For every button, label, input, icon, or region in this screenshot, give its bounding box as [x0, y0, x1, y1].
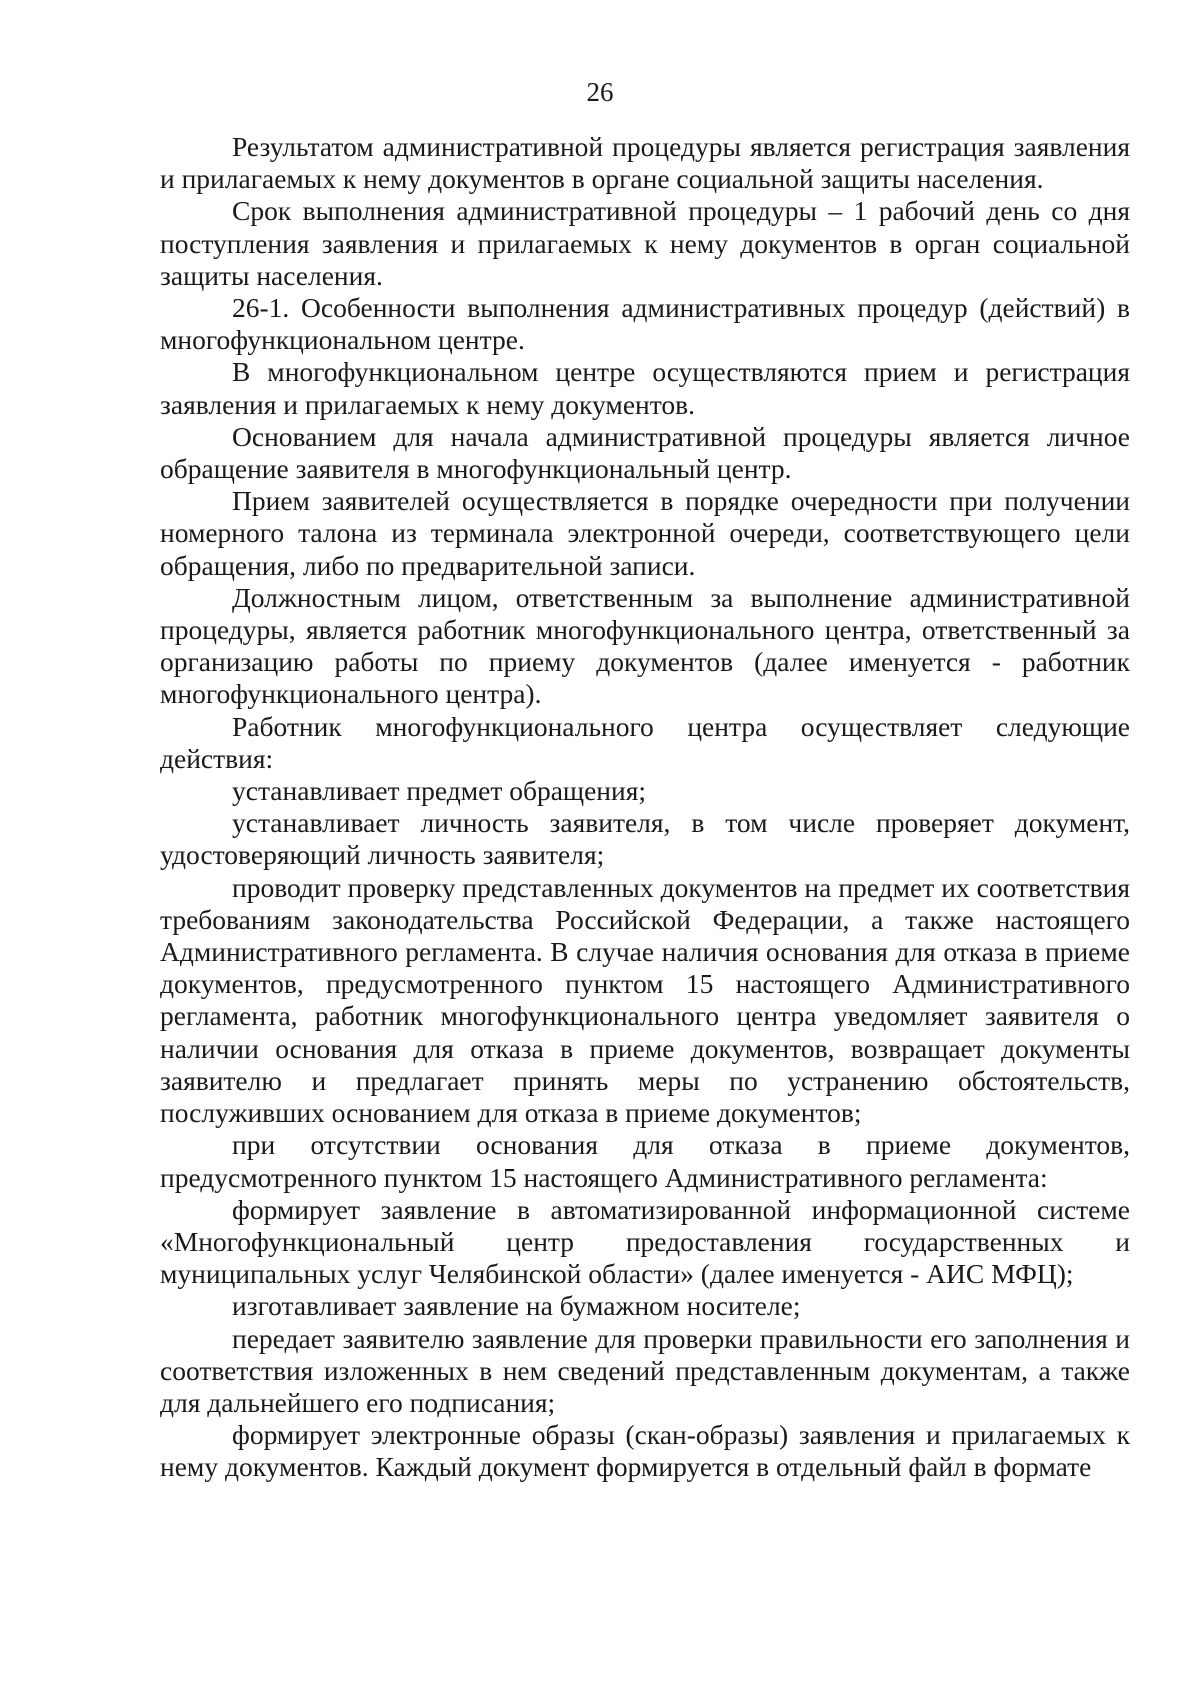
page-number: 26: [586, 77, 614, 107]
paragraph-deadline: Срок выполнения административной процедуры – 1 рабочий день со дня поступления заявления и прилагаемых к нему документов в орган социальной защиты населения.: [160, 195, 1130, 291]
paragraph-action-check: проводит проверку представленных документов на предмет их соответствия требованиям законодательства Российской Федерации, а также настоящего Административного регламента. В случае наличия основания для отказа в приеме документов, предусмотренного пунктом 15 настоящего Административного регламента, работник многофункционального центра уведомляет заявителя о наличии основания для отказа в приеме документов, возвращает документы заявителю и предлагает принять меры по устранению обстоятельств, послуживших основанием для отказа в приеме документов;: [160, 871, 1130, 1129]
paragraph-print-application: изготавливает заявление на бумажном носителе;: [232, 1290, 801, 1322]
paragraph-basis: Основанием для начала административной процедуры является личное обращение заявителя в многофункциональный центр.: [160, 420, 1130, 485]
document-body: [160, 131, 1130, 1484]
paragraph-action-subject: устанавливает предмет обращения;: [232, 775, 647, 807]
paragraph-section-26-1: 26-1. Особенности выполнения административных процедур (действий) в многофункциональном центре.: [160, 292, 1130, 356]
paragraph-mfc-reception: В многофункциональном центре осуществляются прием и регистрация заявления и прилагаемых к нему документов.: [160, 356, 1130, 420]
paragraph-form-application: формирует заявление в автоматизированной информационной системе «Многофункциональный центр предоставления государственных и муниципальных услуг Челябинской области» (далее именуется - АИС МФЦ);: [160, 1193, 1130, 1290]
paragraph-no-refusal: при отсутствии основания для отказа в приеме документов, предусмотренного пунктом 15 настоящего Административного регламента:: [160, 1129, 1130, 1193]
paragraph-queue: Прием заявителей осуществляется в порядке очередности при получении номерного талона из терминала электронной очереди, соответствующего цели обращения, либо по предварительной записи.: [160, 485, 1130, 581]
paragraph-responsible-official: Должностным лицом, ответственным за выполнение административной процедуры, является работник многофункционального центра, ответственный за организацию работы по приему документов (далее именуется - работник многофункционального центра).: [160, 581, 1130, 710]
paragraph-employee-actions: Работник многофункционального центра осуществляет следующие действия:: [160, 710, 1130, 774]
paragraph-transfer-application: передает заявителю заявление для проверки правильности его заполнения и соответствия изложенных в нем сведений представленным документам, а также для дальнейшего его подписания;: [160, 1322, 1130, 1418]
paragraph-scan-images: формирует электронные образы (скан-образы) заявления и прилагаемых к нему документов. Каждый документ формируется в отдельный файл в формате: [160, 1419, 1130, 1483]
paragraph-action-identity: устанавливает личность заявителя, в том числе проверяет документ, удостоверяющий личность заявителя;: [160, 807, 1130, 871]
paragraph-result: Результатом административной процедуры является регистрация заявления и прилагаемых к нему документов в органе социальной защиты населения.: [160, 131, 1130, 195]
